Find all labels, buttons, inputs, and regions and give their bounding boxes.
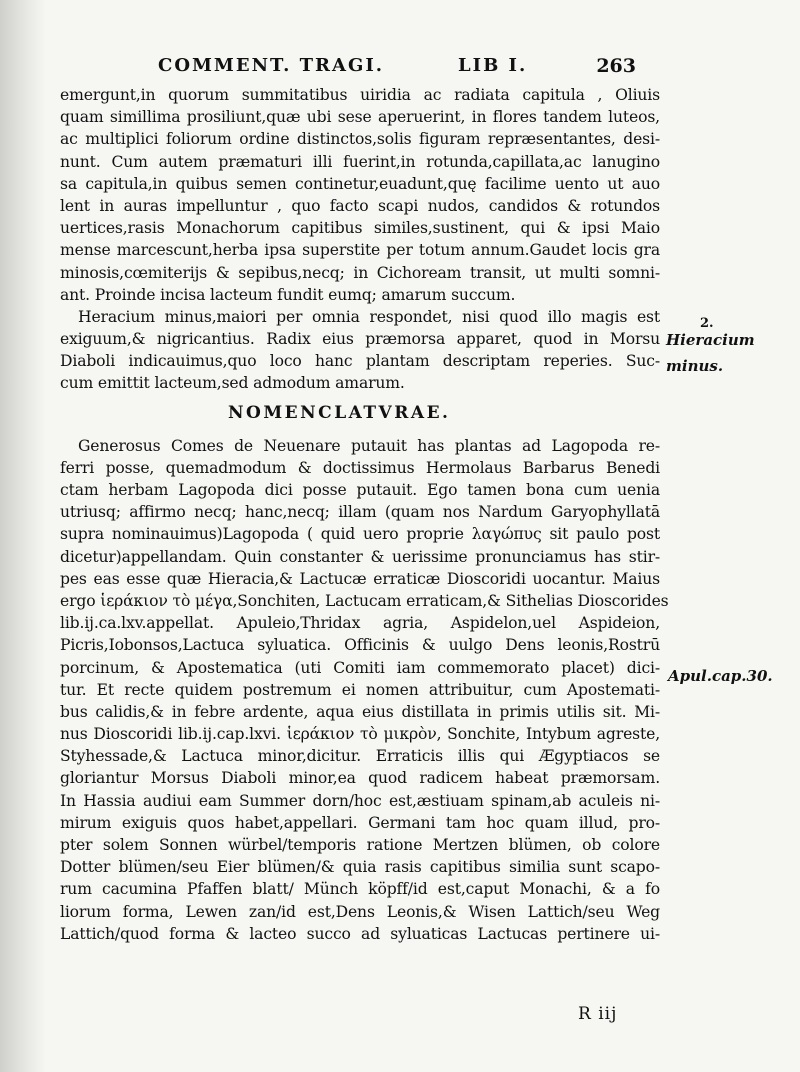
text-line: uertices,rasis Monachorum capitibus similes,sustinent, qui & ipsi Maio (60, 219, 660, 238)
running-head (158, 55, 636, 83)
margin-note-hieracium: Hieracium (666, 331, 755, 349)
text-line: porcinum, & Apostematica (uti Comiti iam commemorato placet) dici- (60, 658, 660, 677)
text-line: minosis,cœmiterijs & sepibus,necq; in Cichoream transit, ut multi somni- (60, 263, 660, 282)
text-line: Generosus Comes de Neuenare putauit has plantas ad Lagopoda re- (78, 436, 660, 455)
text-line: ac multiplici foliorum ordine distinctos,solis figuram repræsentantes, desi- (60, 130, 660, 149)
margin-note-number: 2. (700, 316, 714, 331)
margin-note-apuleius: Apul.cap.30. (668, 667, 773, 685)
paragraph-nomenclature (60, 435, 669, 945)
text-line: nunt. Cum autem præmaturi illi fuerint,in rotunda,capillata,ac lanugino (60, 152, 660, 171)
text-line: ferri posse, quemadmodum & doctissimus Hermolaus Barbarus Benedi (60, 458, 660, 477)
margin-note-minus: minus. (666, 357, 724, 375)
text-line: rum cacumina Pfaffen blatt/ Münch köpff/id est,caput Monachi, & a fo (60, 880, 660, 899)
text-line: Diaboli indicauimus,quo loco hanc plantam descriptam reperies. Suc- (60, 352, 660, 371)
text-line: Dotter blümen/seu Eier blümen/& quia rasis capitibus similia sunt scapo- (60, 858, 660, 877)
text-line: dicetur)appellandam. Quin constanter & uerissime pronunciamus has stir- (60, 547, 660, 566)
text-line: ctam herbam Lagopoda dici posse putauit. Ego tamen bona cum uenia (60, 481, 660, 499)
text-line: Styhessade,& Lactuca minor,dicitur. Erraticis illis qui Ægyptiacos se (60, 747, 660, 766)
main-text (60, 84, 669, 945)
running-title: COMMENT. TRAGI. (158, 55, 385, 76)
paragraph-description (60, 84, 660, 306)
text-line: quam simillima prosiliunt,quæ ubi sese aperuerint, in flores tandem luteos, (60, 108, 660, 127)
text-line: tur. Et recte quidem postremum ei nomen attribuitur, cum Apostemati- (60, 680, 660, 699)
text-line: supra nominauimus)Lagopoda ( quid uero proprie λαγώπυς sit paulo post (60, 525, 660, 544)
text-line: pter solem Sonnen würbel/temporis ratione Mertzen blümen, ob colore (60, 836, 660, 854)
text-line: Lattich/quod forma & lacteo succo ad syluaticas Lactucas pertinere ui- (60, 924, 660, 943)
text-line: ergo ἱεράκιον τὸ μέγα,Sonchiten, Lactucam erraticam,& Sithelias Dioscorides (60, 591, 669, 610)
text-line: mirum exiguis quos habet,appellari. Germani tam hoc quam illud, pro- (60, 813, 660, 832)
text-line: utriusq; affirmo necq; hanc,necq; illam (quam nos Nardum Garyophyllatā (60, 503, 660, 522)
section-heading: NOMENCLATVRAE. (228, 402, 451, 423)
paragraph-hieracium-minus (60, 306, 660, 395)
text-line: sa capitula,in quibus semen continetur,euadunt,quę facilime uento ut auo (60, 174, 660, 193)
signature-mark: R iij (578, 1004, 618, 1024)
text-line: liorum forma, Lewen zan/id est,Dens Leonis,& Wisen Lattich/seu Weg (60, 902, 660, 921)
text-line: lent in auras impelluntur , quo facto scapi nudos, candidos & rotundos (60, 196, 660, 215)
text-line: Picris,Iobonsos,Lactuca syluatica. Officinis & uulgo Dens leonis,Rostrū (60, 636, 660, 655)
text-line: cum emittit lacteum,sed admodum amarum. (60, 374, 405, 393)
text-line: In Hassia audiui eam Summer dorn/hoc est,æstiuam spinam,ab aculeis ni- (60, 791, 660, 810)
page-number: 263 (596, 55, 636, 77)
text-line: bus calidis,& in febre ardente, aqua eius distillata in primis utilis sit. Mi- (60, 702, 660, 721)
section-heading-row (60, 395, 660, 435)
text-line: nus Dioscoridi lib.ij.cap.lxvi. ἱεράκιον τὸ μικρὸν, Sonchite, Intybum agreste, (60, 725, 660, 744)
text-line: pes eas esse quæ Hieracia,& Lactucæ erraticæ Dioscoridi uocantur. Maius (60, 569, 660, 588)
text-line: Heracium minus,maiori per omnia respondet, nisi quod illo magis est (78, 307, 660, 326)
text-line: lib.ij.ca.lxv.appellat. Apuleio,Thridax agria, Aspidelon,uel Aspideion, (60, 614, 660, 633)
text-line: exiguum,& nigricantius. Radix eius præmorsa apparet, quod in Morsu (60, 330, 660, 349)
text-line: gloriantur Morsus Diaboli minor,ea quod radicem habeat præmorsam. (60, 769, 660, 788)
text-line: ant. Proinde incisa lacteum fundit eumq; amarum succum. (60, 285, 516, 304)
text-line: mense marcescunt,herba ipsa superstite per totum annum.Gaudet locis gra (60, 241, 660, 260)
text-line: emergunt,in quorum summitatibus uiridia ac radiata capitula , Oliuis (60, 86, 660, 104)
book-number: LIB I. (458, 55, 528, 76)
